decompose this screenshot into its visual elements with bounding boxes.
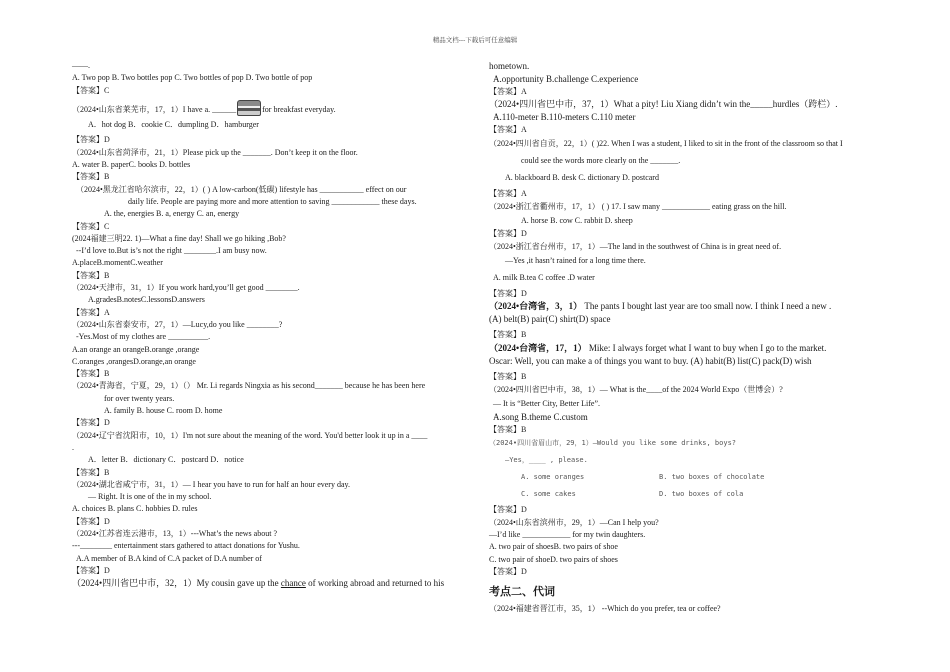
options-line: A. milk B.tea C coffee .D water — [493, 273, 595, 283]
options-line: A．letter B．dictionary C．postcard D．notice — [88, 455, 244, 465]
question-line: （2024•山东省莱芜市，17，1）I have a. ______ for breakfast everyday. — [72, 100, 464, 116]
answer-line: 【答案】B — [489, 330, 527, 340]
options-line: A.opportunity B.challenge C.experience — [493, 74, 639, 84]
answer-line: 【答案】B — [72, 270, 110, 280]
answer-line: 【答案】B — [72, 467, 110, 477]
options-line — [489, 470, 881, 484]
question-line: （2024•湖北省咸宁市，31，1）— I hear you have to run for half an hour every day. — [72, 479, 350, 489]
question-text: The pants I bought last year are too small now. I think I need a new . — [584, 301, 832, 312]
question-line: （2024•浙江省台州市，17，1）—The land in the southwest of China is in great need of. — [489, 242, 782, 252]
question-line — [489, 300, 881, 313]
options-line: A. two pair of shoesB. two pairs of shoe — [489, 542, 618, 552]
question-line: —Yes ,it hasn’t rained for a long time there. — [505, 256, 646, 266]
answer-line: 【答案】D — [72, 516, 110, 526]
question-line: -Yes.Most of my clothes are __________. — [76, 332, 211, 342]
options-line: A. blackboard B. desk C. dictionary D. postcard — [505, 172, 659, 182]
options-line: A. horse B. cow C. rabbit D. sheep — [521, 215, 633, 225]
question-line: —I’d like ____________ for my twin daughters. — [489, 529, 646, 539]
answer-line: 【答案】A — [72, 307, 110, 317]
options-line: C.oranges ,orangesD.orange,an orange — [72, 356, 196, 366]
question-line: （2024•四川省眉山市，29，1）—Would you like some drinks, boys? — [489, 439, 737, 448]
options-line: A. choices B. plans C. hobbies D. rules — [72, 504, 198, 514]
question-line: （2024•浙江省衢州市，17，1） ( ) 17. I saw many ____________ eating grass on the hill. — [489, 201, 787, 211]
answer-line: 【答案】A — [489, 188, 527, 198]
left-column — [72, 60, 464, 590]
answer-line: 【答案】D — [72, 565, 110, 575]
question-line: （2024•山东省菏泽市，21，1）Please pick up the _______. Don’t keep it on the floor. — [72, 147, 358, 157]
answer-line: 【答案】C — [72, 85, 110, 95]
answer-line: 【答案】B — [72, 172, 110, 182]
question-line: --I’d love to.But is’s not the right ________.I am busy now. — [76, 246, 267, 256]
question-line: （2024•四川省自贡，22，1）( )22. When I was a student, I liked to sit in the front of the classroom so that I — [489, 138, 843, 148]
question-line: （2024•四川省巴中市，37，1）What a pity! Liu Xiang didn’t win the_____hurdles（跨栏）. — [489, 99, 838, 110]
options-line: (A) belt(B) pair(C) shirt(D) space — [489, 314, 611, 325]
question-line: Oscar: Well, you can make a of things you want to buy. (A) habit(B) list(C) pack(D) wish — [489, 355, 812, 366]
question-line: (2024福建三明22. 1)—What a fine day! Shall we go hiking ,Bob? — [72, 233, 286, 243]
option-d: D. two boxes of cola — [659, 490, 744, 499]
question-line — [489, 342, 881, 355]
question-source: （2024•台湾省，3，1） — [489, 301, 583, 312]
right-column — [489, 60, 881, 615]
answer-line: 【答案】B — [72, 369, 110, 379]
answer-line: 【答案】C — [72, 221, 110, 231]
question-text: Mike: I always forget what I want to buy when I go to the market. — [588, 342, 827, 353]
question-line: —Yes，____ , please. — [505, 456, 588, 465]
answer-line: 【答案】D — [72, 135, 110, 145]
text-line: ——. — [72, 61, 90, 70]
question-line: daily life. People are paying more and more attention to saving ____________ these days. — [128, 196, 417, 206]
question-line: . — [72, 442, 74, 452]
underlined-word: chance — [280, 578, 306, 589]
question-line: （2024•山东省滨州市，29，1）—Can I help you? — [489, 517, 659, 527]
question-text: （2024•山东省莱芜市，17，1）I have a. — [72, 104, 211, 114]
answer-line: 【答案】D — [72, 418, 110, 428]
question-line: could see the words more clearly on the _______. — [521, 155, 681, 165]
options-line: C. two pair of shoeD. two pairs of shoes — [489, 554, 618, 564]
options-line: A.A member of B.A kind of C.A packet of D.A number of — [76, 553, 262, 563]
options-line — [489, 487, 881, 501]
question-text-cont: for breakfast everyday. — [262, 104, 336, 114]
options-line: A. water B. paperC. books D. bottles — [72, 160, 191, 170]
answer-line: 【答案】A — [489, 125, 527, 135]
options-line: A.placeB.momentC.weather — [72, 258, 163, 268]
question-line: （2024•青海省，宁夏，29，1）（） Mr. Li regards Ningxia as his second_______ because he has been here — [72, 381, 426, 391]
question-line: for over twenty years. — [104, 393, 175, 403]
answer-line: 【答案】D — [489, 289, 527, 299]
option-a: A. some oranges — [521, 473, 585, 482]
question-line: （2024•黑龙江省哈尔滨市，22，1）( ) A low-carbon(低碳) lifestyle has ___________ effect on our — [76, 184, 407, 194]
question-line: （2024•山东省泰安市，27，1）—Lucy,do you like ________? — [72, 319, 283, 329]
question-line: （2024•福建省晋江市，35，1） --Which do you prefer, tea or coffee? — [489, 604, 721, 614]
question-line — [72, 577, 464, 590]
page-header: 精品文档---下载后可任意编辑 — [432, 37, 518, 44]
answer-line: 【答案】B — [489, 371, 527, 381]
options-line: A.an orange an orangeB.orange ,orange — [72, 344, 200, 354]
question-line: ---________ entertainment stars gathered to attact donations for Yushu. — [72, 541, 300, 551]
question-text: （2024•四川省巴中市，32，1）My cousin gave up the — [72, 578, 279, 589]
section-heading: 考点二、代词 — [489, 585, 555, 599]
question-line: — Right. It is one of the in my school. — [88, 492, 212, 502]
question-source: （2024•台湾省，17，1） — [489, 342, 587, 353]
options-line: A. family B. house C. room D. home — [104, 406, 223, 416]
options-line: A.110-meter B.110-meters C.110 meter — [493, 112, 636, 123]
options-line: A.gradesB.notesC.lessonsD.answers — [88, 295, 205, 305]
option-c: C. some cakes — [521, 490, 576, 499]
answer-line: 【答案】D — [489, 228, 527, 238]
question-line: — It is “Better City, Better Life”. — [493, 399, 601, 409]
answer-line: 【答案】B — [489, 425, 527, 435]
hamburger-image — [237, 100, 261, 116]
question-text-cont: of working abroad and returned to his — [308, 578, 445, 589]
answer-line: 【答案】D — [489, 505, 527, 515]
question-line: （2024•辽宁省沈阳市，10，1）I'm not sure about the meaning of the word. You'd better look it up in a ____ — [72, 430, 428, 440]
options-line: A.song B.theme C.custom — [493, 412, 588, 423]
options-line: A. the, energies B. a, energy C. an, energy — [104, 209, 240, 219]
question-line: （2024•江苏省连云港市，13，1）---What’s the news about ? — [72, 528, 277, 538]
question-line: （2024•天津市，31，1）If you work hard,you’ll get good ________. — [72, 283, 300, 293]
options-line: A. Two pop B. Two bottles pop C. Two bottles of pop D. Two bottle of pop — [72, 73, 313, 83]
answer-line: 【答案】A — [489, 87, 527, 96]
options-line: A．hot dog B．cookie C．dumpling D．hamburger — [88, 120, 259, 130]
question-line: （2024•四川省巴中市，38，1）— What is the____of the 2024 World Expo（世博会）? — [489, 385, 783, 395]
text-line: hometown. — [489, 61, 530, 71]
answer-line: 【答案】D — [489, 566, 527, 576]
option-b: B. two boxes of chocolate — [659, 473, 765, 482]
